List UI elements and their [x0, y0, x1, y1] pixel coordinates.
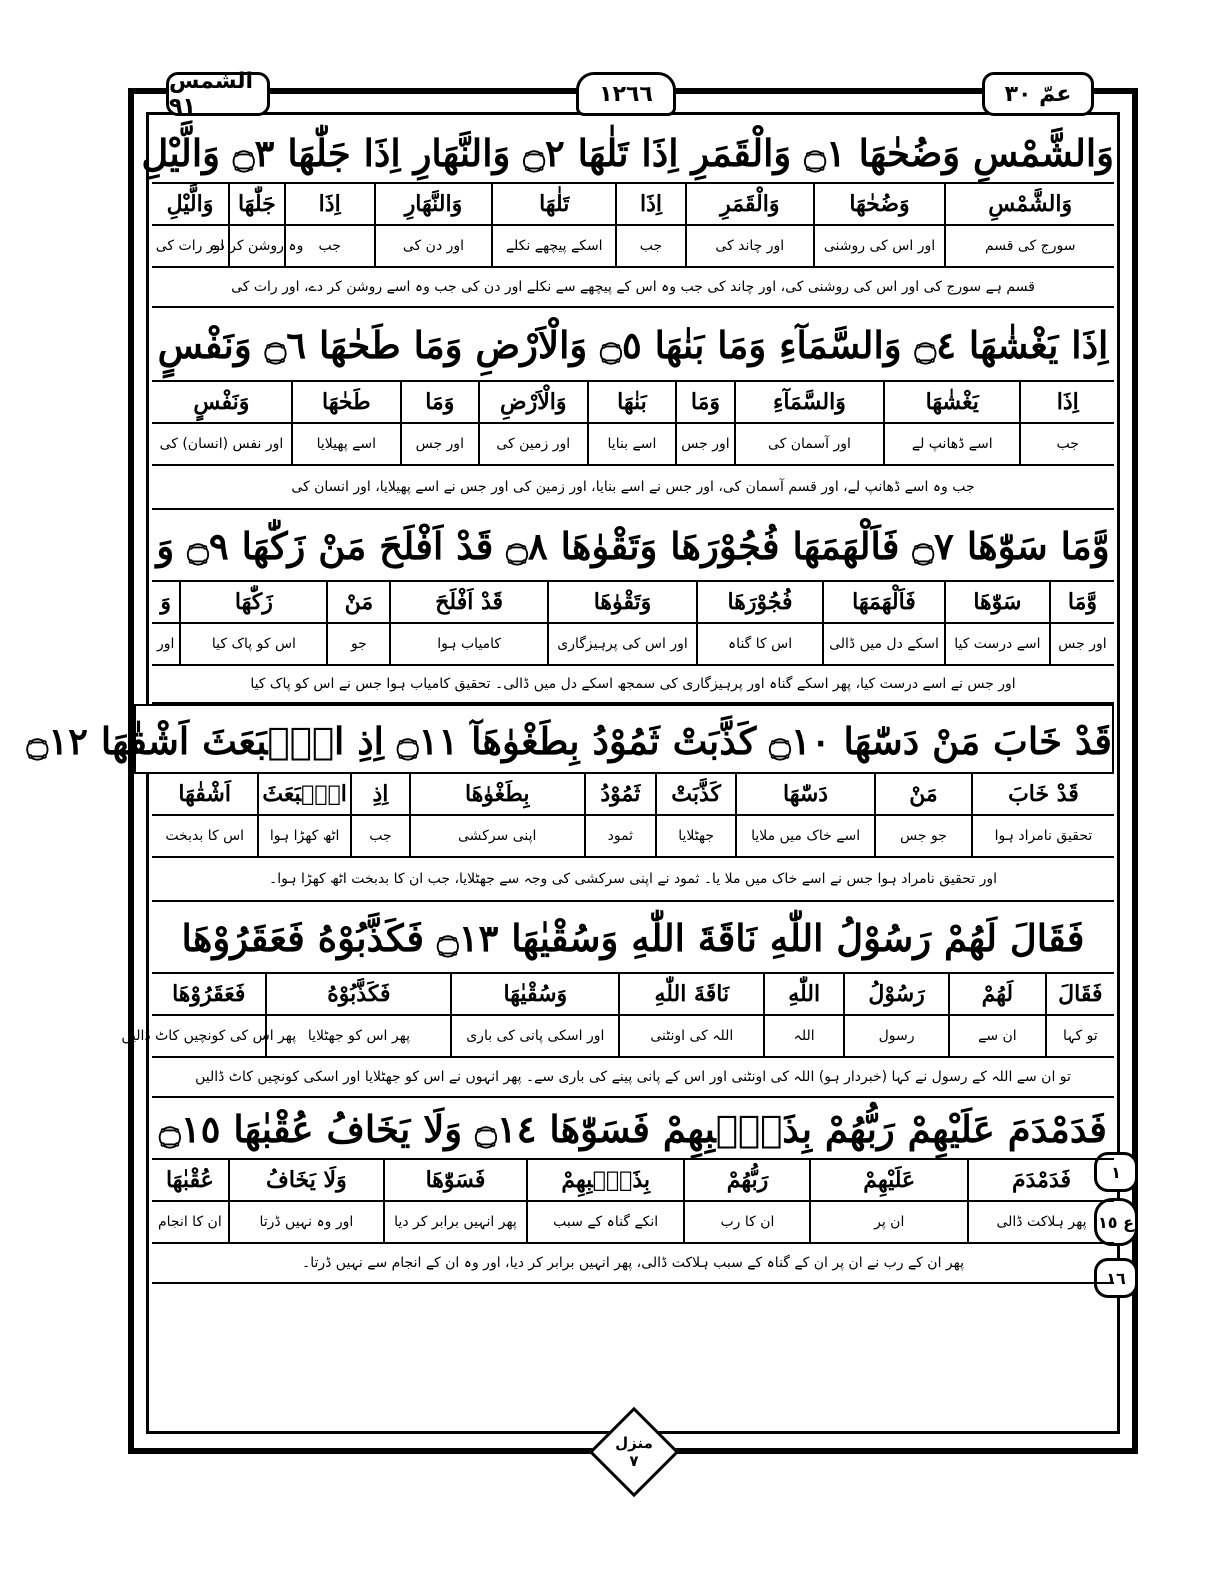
word-cell: عَلَيْهِمْ — [809, 1160, 967, 1200]
word-cell: وَالَّيْلِ — [166, 191, 214, 217]
word-cell: وَالْقَمَرِ — [685, 184, 813, 224]
meaning-cell: جو — [326, 624, 389, 664]
word-cell: مَنْ — [874, 774, 971, 814]
word-cell: اِذِ — [350, 774, 409, 814]
word-row — [152, 184, 1114, 226]
meaning-cell: اللہ — [763, 1016, 843, 1056]
meaning-cell: رسول — [843, 1016, 948, 1056]
manzil-number: ٧ — [629, 1452, 639, 1470]
word-cell: فَسَوّٰهَا — [383, 1160, 526, 1200]
meaning-cell: ان پر — [809, 1202, 967, 1242]
meaning-cell: ان سے — [948, 1016, 1045, 1056]
juz-name-label: عمّ ٣٠ — [982, 72, 1094, 116]
word-cell: وَلَا يَخَافُ — [228, 1160, 383, 1200]
word-cell: لَهُمْ — [948, 974, 1045, 1014]
page-content — [26, 122, 1114, 1284]
word-cell: سَوّٰهَا — [944, 582, 1049, 622]
word-cell: وَمَا — [400, 382, 478, 422]
word-row — [152, 974, 1114, 1016]
meaning-cell: جب — [1019, 424, 1114, 464]
meaning-cell: ثمود — [584, 816, 656, 856]
word-cell: وَالْاَرْضِ — [478, 382, 587, 422]
meaning-cell: اسے درست کیا — [944, 624, 1049, 664]
meaning-cell: اور رات کی — [155, 238, 225, 254]
translation-line: پھر ان کے رب نے ان پر ان کے گناہ کے سبب ہلاکت ڈالی، پھر انہیں برابر کر دیا، اور وہ ان کے انجام سے نہیں ڈرتا۔ — [152, 1244, 1114, 1284]
meaning-cell: اسے پھیلایا — [291, 424, 400, 464]
meaning-cell: اور اس کی روشنی — [813, 226, 945, 266]
word-row — [152, 774, 1114, 816]
word-cell: تَلٰهَا — [491, 184, 615, 224]
meaning-cell: جب — [615, 226, 685, 266]
word-cell: وَالنَّهَارِ — [374, 184, 492, 224]
word-cell: فَعَقَرُوْهَا — [172, 981, 246, 1007]
meaning-cell: اس کو پاک کیا — [179, 624, 326, 664]
meaning-cell: اسے بنایا — [587, 424, 675, 464]
meaning-cell: وہ روشن کر دے — [228, 226, 284, 266]
meaning-cell: اس کا بدبخت — [165, 828, 245, 844]
meaning-cell: اور جس — [675, 424, 734, 464]
meaning-cell: جب — [284, 226, 374, 266]
meaning-cell: اسے خاک میں ملایا — [735, 816, 874, 856]
meaning-cell: اٹھ کھڑا ہوا — [257, 816, 350, 856]
meaning-cell: اور جس — [400, 424, 478, 464]
verse-line: وَّمَا سَوّٰهَا ۝٧ فَاَلْهَمَهَا فُجُوْرَهَا وَتَقْوٰهَا ۝٨ قَدْ اَفْلَحَ مَنْ زَكّٰهَا ۝٩ وَ — [152, 510, 1114, 582]
word-cell: وَتَقْوٰهَا — [547, 582, 696, 622]
meaning-cell: اور دن کی — [374, 226, 492, 266]
word-cell: وَالشَّمْسِ — [944, 184, 1114, 224]
meaning-row — [152, 624, 1114, 666]
meaning-cell: جو جس — [874, 816, 971, 856]
word-cell: بَنٰهَا — [587, 382, 675, 422]
meaning-cell: تحقیق نامراد ہوا — [971, 816, 1114, 856]
meaning-cell: اسکے پیچھے نکلے — [491, 226, 615, 266]
word-cell: قَدْ خَابَ — [971, 774, 1114, 814]
word-row — [152, 382, 1114, 424]
word-cell: وَ — [160, 589, 172, 615]
meaning-cell: انکے گناہ کے سبب — [526, 1202, 684, 1242]
margin-marker-ruku: ع ١٥ — [1094, 1198, 1138, 1246]
word-cell: اِذَا — [284, 184, 374, 224]
meaning-cell: اور — [157, 636, 175, 652]
verse-line: فَقَالَ لَهُمْ رَسُوْلُ اللّٰهِ نَاقَةَ اللّٰهِ وَسُقْيٰهَا ۝١٣ فَكَذَّبُوْهُ فَعَقَرُوْهَا — [152, 902, 1114, 974]
word-cell: اِذَا — [615, 184, 685, 224]
translation-line: اور جس نے اسے درست کیا، پھر اسکے گناہ اور پرہیزگاری کی سمجھ اسکے دل میں ڈالی۔ تحقیق کامیاب ہوا جس نے اس کو پاک کیا — [152, 666, 1114, 704]
meaning-row — [152, 1202, 1114, 1244]
meaning-cell: سورج کی قسم — [944, 226, 1114, 266]
translation-line: اور تحقیق نامراد ہوا جس نے اسے خاک میں ملا یا۔ ثمود نے اپنی سرکشی کی وجہ سے جھٹلایا، جب ان کا بدبخت اٹھ کھڑا ہوا۔ — [152, 858, 1114, 902]
verse-line: فَدَمْدَمَ عَلَيْهِمْ رَبُّهُمْ بِذَنْۢبِهِمْ فَسَوّٰهَا ۝١٤ وَلَا يَخَافُ عُقْبٰهَا ۝١٥ — [152, 1098, 1114, 1160]
word-cell: انْۢبَعَثَ — [257, 774, 350, 814]
meaning-row — [152, 226, 1114, 268]
meaning-row — [152, 816, 1114, 858]
word-cell: اِذَا — [1019, 382, 1114, 422]
meaning-cell: ان کا رب — [683, 1202, 809, 1242]
meaning-cell: جھٹلایا — [655, 816, 735, 856]
word-cell: فَاَلْهَمَهَا — [822, 582, 944, 622]
word-cell: فَكَذَّبُوْهُ — [265, 974, 450, 1014]
word-cell: وَضُحٰهَا — [813, 184, 945, 224]
word-cell: عُقْبٰهَا — [165, 1167, 214, 1193]
meaning-cell: اللہ کی اونٹنی — [618, 1016, 763, 1056]
meaning-cell: اور وہ نہیں ڈرتا — [228, 1202, 383, 1242]
word-cell: زَكّٰهَا — [179, 582, 326, 622]
margin-marker-1: ١ — [1094, 1152, 1138, 1192]
word-cell: اللّٰهِ — [763, 974, 843, 1014]
word-cell: جَلّٰهَا — [228, 184, 284, 224]
meaning-row — [121, 1016, 1114, 1058]
translation-line: جب وہ اسے ڈھانپ لے، اور قسم آسمان کی، اور جس نے اسے بنایا، اور زمین کی اور جس نے اسے پھیلایا، اور انسان کی — [152, 466, 1114, 510]
word-cell: وَمَا — [675, 382, 734, 422]
word-row — [152, 582, 1114, 624]
word-cell: فَدَمْدَمَ — [967, 1160, 1114, 1200]
word-cell: يَغْشٰهَا — [883, 382, 1020, 422]
meaning-cell: ان کا انجام — [157, 1214, 222, 1230]
word-cell: وَالسَّمَآءِ — [734, 382, 883, 422]
word-cell: قَدْ اَفْلَحَ — [389, 582, 547, 622]
word-cell: دَسّٰهَا — [735, 774, 874, 814]
meaning-cell: اسے ڈھانپ لے — [883, 424, 1020, 464]
meaning-cell: پھر انہیں برابر کر دیا — [383, 1202, 526, 1242]
meaning-cell: پھر اس کی کونچیں کاٹ ڈالیں — [121, 1028, 297, 1044]
margin-marker-16: ١٦ — [1094, 1258, 1138, 1298]
word-cell: ثَمُوْدُ — [584, 774, 656, 814]
word-cell: بِطَغْوٰهَا — [409, 774, 584, 814]
word-cell: رَسُوْلُ — [843, 974, 948, 1014]
word-cell: وَنَفْسٍ — [193, 389, 250, 415]
translation-line: تو ان سے اللہ کے رسول نے کہا (خبردار ہو) اللہ کی اونٹنی اور اس کے پانی پینے کی باری سے۔ پھر انہوں نے اس کو جھٹلایا اور اسکی کونچیں کاٹ ڈالیں — [152, 1058, 1114, 1098]
meaning-cell: کامیاب ہوا — [389, 624, 547, 664]
word-cell: وَّمَا — [1049, 582, 1114, 622]
word-cell: بِذَنْۢبِهِمْ — [526, 1160, 684, 1200]
verse-line: اِذَا يَغْشٰهَا ۝٤ وَالسَّمَآءِ وَمَا بَنٰهَا ۝٥ وَالْاَرْضِ وَمَا طَحٰهَا ۝٦ وَنَفْسٍ — [152, 308, 1114, 382]
word-cell: رَبُّهُمْ — [683, 1160, 809, 1200]
verse-line: قَدْ خَابَ مَنْ دَسّٰهَا ۝١٠ كَذَّبَتْ ثَمُوْدُ بِطَغْوٰهَآ ۝١١ اِذِ انْۢبَعَثَ اَشْقٰهَا ۝١٢ — [134, 704, 1114, 774]
word-cell: نَاقَةَ اللّٰهِ — [618, 974, 763, 1014]
word-cell: فُجُوْرَهَا — [696, 582, 822, 622]
word-cell: اَشْقٰهَا — [178, 781, 231, 807]
meaning-cell: اور نفس (انسان) کی — [159, 436, 284, 452]
word-cell: كَذَّبَتْ — [655, 774, 735, 814]
meaning-cell: اور زمین کی — [478, 424, 587, 464]
manzil-label: منزل — [615, 1434, 653, 1452]
word-cell: مَنْ — [326, 582, 389, 622]
meaning-cell: اپنی سرکشی — [409, 816, 584, 856]
translation-line: قسم ہے سورج کی اور اس کی روشنی کی، اور چاند کی جب وہ اس کے پیچھے سے نکلے اور دن کی جب وہ اسے روشن کر دے، اور رات کی — [152, 268, 1114, 308]
meaning-row — [152, 424, 1114, 466]
meaning-cell: اور اسکی پانی کی باری — [450, 1016, 618, 1056]
meaning-cell: جب — [350, 816, 409, 856]
page-number: ١٢٦٦ — [576, 72, 676, 116]
meaning-cell: اس کا گناہ — [696, 624, 822, 664]
meaning-cell: اسکے دل میں ڈالی — [822, 624, 944, 664]
meaning-cell: اور اس کی پرہیزگاری — [547, 624, 696, 664]
meaning-cell: پھر اس کو جھٹلایا — [265, 1016, 450, 1056]
verse-line: وَالشَّمْسِ وَضُحٰهَا ۝١ وَالْقَمَرِ اِذَا تَلٰهَا ۝٢ وَالنَّهَارِ اِذَا جَلّٰهَا ۝٣ وَالَّيْلِ — [152, 122, 1114, 184]
meaning-cell: اور جس — [1049, 624, 1114, 664]
word-cell: وَسُقْيٰهَا — [450, 974, 618, 1014]
meaning-cell: تو کہا — [1045, 1016, 1114, 1056]
word-row — [152, 1160, 1114, 1202]
surah-name-label: الشمس ٩١ — [166, 72, 270, 116]
meaning-cell: اور آسمان کی — [734, 424, 883, 464]
word-cell: فَقَالَ — [1045, 974, 1114, 1014]
meaning-cell: اور چاند کی — [685, 226, 813, 266]
meaning-cell: پھر ہلاکت ڈالی — [967, 1202, 1114, 1242]
word-cell: طَحٰهَا — [291, 382, 400, 422]
manzil-badge-text — [602, 1420, 666, 1484]
